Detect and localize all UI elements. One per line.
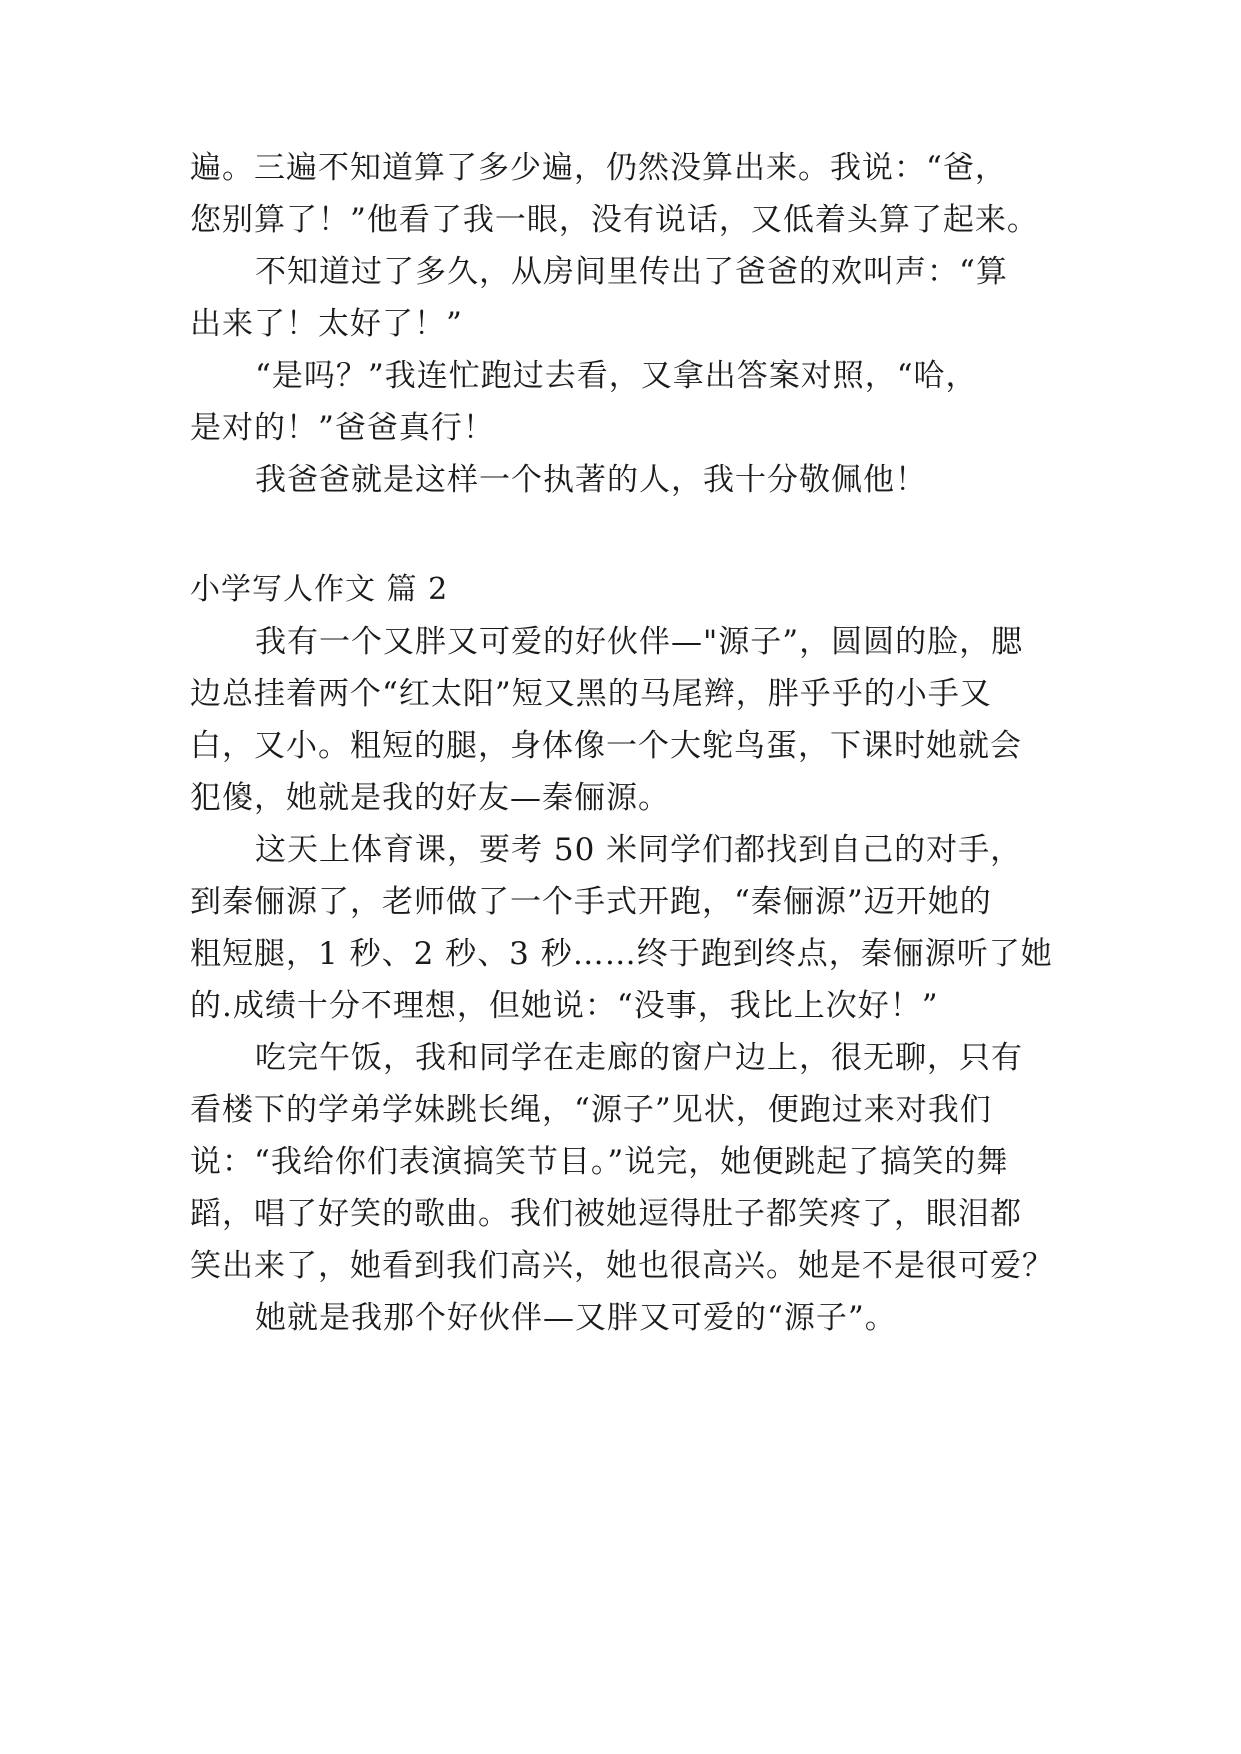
- story2-line-8: 的.成绩十分不理想，但她说：“没事，我比上次好！”: [190, 988, 939, 1024]
- story2-line-12: 蹈，唱了好笑的歌曲。我们被她逗得肚子都笑疼了，眼泪都: [190, 1196, 1022, 1232]
- story2-line-2: 边总挂着两个“红太阳”短又黑的马尾辫，胖乎乎的小手又: [190, 676, 992, 712]
- story2-line-10: 看楼下的学弟学妹跳长绳，“源子”见状，便跑过来对我们: [190, 1092, 992, 1128]
- story1-line-2: 您别算了！”他看了我一眼，没有说话，又低着头算了起来。: [190, 202, 1039, 238]
- story2-line-3: 白，又小。粗短的腿，身体像一个大鸵鸟蛋，下课时她就会: [190, 728, 1022, 764]
- story2-line-11: 说：“我给你们表演搞笑节目。”说完，她便跳起了搞笑的舞: [190, 1144, 1009, 1180]
- story1-line-7: 我爸爸就是这样一个执著的人，我十分敬佩他！: [255, 462, 927, 498]
- story1-line-3: 不知道过了多久，从房间里传出了爸爸的欢叫声：“算: [255, 254, 1008, 290]
- story2-line-14: 她就是我那个好伙伴—又胖又可爱的“源子”。: [255, 1300, 897, 1336]
- story2-line-4: 犯傻，她就是我的好友—秦俪源。: [190, 780, 670, 816]
- story2-line-5: 这天上体育课，要考 50 米同学们都找到自己的对手，: [255, 832, 1023, 868]
- story1-line-4: 出来了！太好了！”: [190, 306, 463, 342]
- story2-line-13: 笑出来了，她看到我们高兴，她也很高兴。她是不是很可爱？: [190, 1248, 1054, 1284]
- story1-line-1: 遍。三遍不知道算了多少遍，仍然没算出来。我说：“爸，: [190, 150, 1007, 186]
- story1-line-5: “是吗？”我连忙跑过去看，又拿出答案对照，“哈，: [255, 358, 978, 394]
- story2-line-9: 吃完午饭，我和同学在走廊的窗户边上，很无聊，只有: [255, 1040, 1023, 1076]
- story2-line-7: 粗短腿，1 秒、2 秒、3 秒……终于跑到终点，秦俪源听了她: [190, 936, 1053, 972]
- story2-line-6: 到秦俪源了，老师做了一个手式开跑，“秦俪源”迈开她的: [190, 884, 992, 920]
- story2-line-1: 我有一个又胖又可爱的好伙伴—"源子”，圆圆的脸，腮: [255, 624, 1024, 660]
- story1-line-6: 是对的！”爸爸真行！: [190, 410, 495, 446]
- essay-heading: 小学写人作文 篇 2: [190, 572, 449, 607]
